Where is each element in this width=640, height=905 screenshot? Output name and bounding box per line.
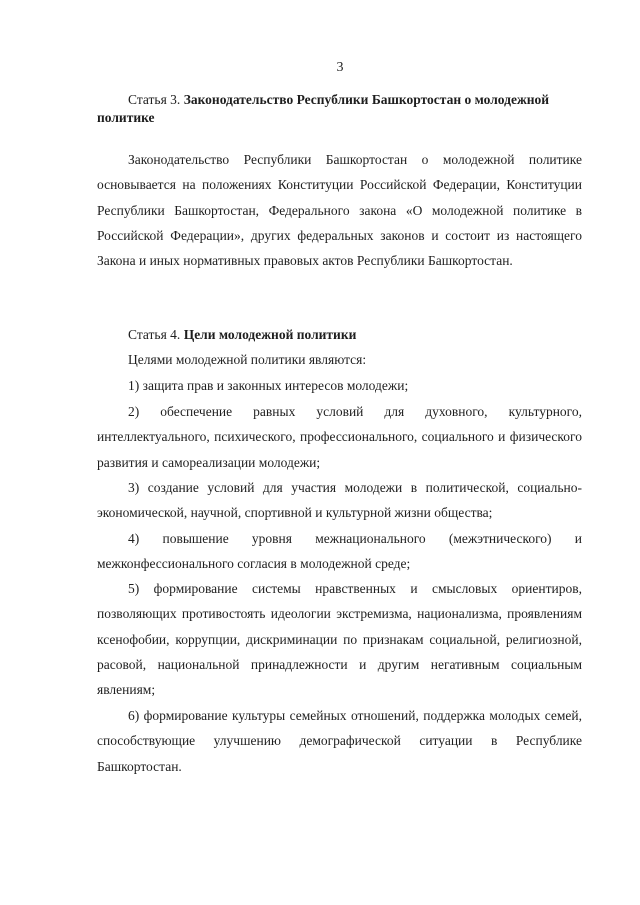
- article-3-title: Законодательство Республики Башкортостан о молодежной политике: [97, 92, 550, 125]
- list-item: 3) создание условий для участия молодежи в политической, социально-экономической, научной, спортивной и культурной жизни общества;: [97, 480, 582, 521]
- list-item: 6) формирование культуры семейных отношений, поддержка молодых семей, способствующие улучшению демографической ситуации в Республике Башкортостан.: [97, 708, 582, 774]
- article-4-label: Статья 4.: [128, 327, 181, 342]
- list-item: 5) формирование системы нравственных и смысловых ориентиров, позволяющих противостоять идеологии экстремизма, национализма, проявлениям ксенофобии, коррупции, дискриминации по признакам социальной, религиозной, расовой, национальной принадлежности и другим негативным социальным явлениям;: [97, 581, 582, 698]
- article-4-title: Цели молодежной политики: [183, 327, 357, 342]
- list-item: 2) обеспечение равных условий для духовного, культурного, интеллектуального, психического, профессионального, социального и физического развития и самореализации молодежи;: [97, 404, 582, 470]
- page-number: 3: [336, 60, 344, 75]
- list-item: 4) повышение уровня межнационального (межэтнического) и межконфессионального согласия в молодежной среде;: [97, 531, 582, 572]
- article-4-heading: [97, 326, 582, 344]
- article-4-intro: Целями молодежной политики являются:: [128, 352, 367, 367]
- article-3-label: Статья 3.: [128, 92, 181, 107]
- list-item: 1) защита прав и законных интересов молодежи;: [128, 378, 409, 393]
- article-3-body: Законодательство Республики Башкортостан о молодежной политике основывается на положениях Конституции Российской Федерации, Конституции Республики Башкортостан, Федерального закона «О молодежной политике в Российской Федерации», других федеральных законов и состоит из настоящего Закона и иных нормативных правовых актов Республики Башкортостан.: [97, 152, 582, 269]
- article-3-heading: [97, 91, 582, 127]
